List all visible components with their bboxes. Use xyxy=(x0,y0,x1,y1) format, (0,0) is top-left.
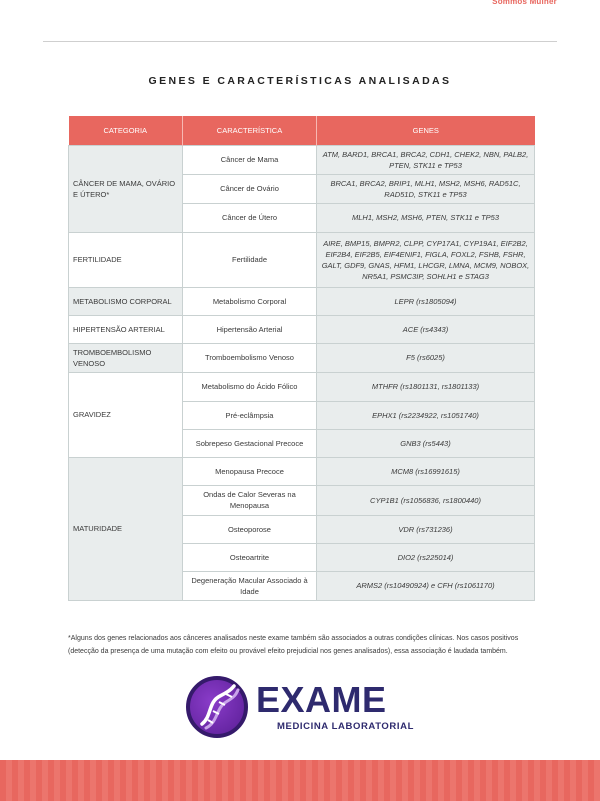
table-row xyxy=(69,287,535,315)
genes-cell: CYP1B1 (rs1056836, rs1800440) xyxy=(317,485,535,515)
footnote: *Alguns dos genes relacionados aos cânceres analisados neste exame também são associados a outras condições clínicas. Nos casos positivos (detecção da presença de uma mutação com efeito ou provável efeito prejudicial nos genes analisados), essa associação é laudada também. xyxy=(68,635,519,655)
column-header-genes: GENES xyxy=(317,116,535,145)
characteristic-cell: Osteoporose xyxy=(183,515,317,543)
table-row xyxy=(69,315,535,343)
logo-wordmark: EXAME xyxy=(256,679,387,720)
characteristic-cell: Ondas de Calor Severas na Menopausa xyxy=(183,485,317,515)
column-header-category: CATEGORIA xyxy=(69,116,183,145)
characteristic-cell: Sobrepeso Gestacional Precoce xyxy=(183,429,317,457)
table-row xyxy=(69,145,535,174)
characteristic-cell: Menopausa Precoce xyxy=(183,457,317,485)
characteristic-cell: Tromboembolismo Venoso xyxy=(183,343,317,372)
footer-band xyxy=(0,760,600,801)
genes-cell: BRCA1, BRCA2, BRIP1, MLH1, MSH2, MSH6, RAD51C, RAD51D, STK11 e TP53 xyxy=(317,174,535,203)
genes-cell: GNB3 (rs5443) xyxy=(317,429,535,457)
characteristic-cell: Degeneração Macular Associado à Idade xyxy=(183,571,317,600)
genes-table xyxy=(68,116,535,601)
characteristic-cell: Metabolismo Corporal xyxy=(183,287,317,315)
genes-cell: VDR (rs731236) xyxy=(317,515,535,543)
characteristic-cell: Câncer de Mama xyxy=(183,145,317,174)
characteristic-cell: Hipertensão Arterial xyxy=(183,315,317,343)
genes-cell: MLH1, MSH2, MSH6, PTEN, STK11 e TP53 xyxy=(317,203,535,232)
genes-cell: MTHFR (rs1801131, rs1801133) xyxy=(317,372,535,401)
exame-logo xyxy=(186,676,416,738)
characteristic-cell: Fertilidade xyxy=(183,232,317,287)
characteristic-cell: Osteoartrite xyxy=(183,543,317,571)
category-cell: TROMBOEMBOLISMO VENOSO xyxy=(69,343,183,372)
category-cell: FERTILIDADE xyxy=(69,232,183,287)
logo-subtitle: MEDICINA LABORATORIAL xyxy=(277,721,414,732)
column-header-characteristic: CARACTERÍSTICA xyxy=(183,116,317,145)
table-header-row xyxy=(69,116,535,145)
characteristic-cell: Metabolismo do Ácido Fólico xyxy=(183,372,317,401)
brand-tag: Sommos Mulher xyxy=(492,0,557,6)
table-row xyxy=(69,457,535,485)
genes-cell: MCM8 (rs16991615) xyxy=(317,457,535,485)
genes-cell: DIO2 (rs225014) xyxy=(317,543,535,571)
characteristic-cell: Pré-eclâmpsia xyxy=(183,401,317,429)
header-divider xyxy=(43,41,557,42)
genes-cell: F5 (rs6025) xyxy=(317,343,535,372)
genes-cell: ATM, BARD1, BRCA1, BRCA2, CDH1, CHEK2, NBN, PALB2, PTEN, STK11 e TP53 xyxy=(317,145,535,174)
table-row xyxy=(69,343,535,372)
category-cell: GRAVIDEZ xyxy=(69,372,183,457)
genes-cell: AIRE, BMP15, BMPR2, CLPP, CYP17A1, CYP19A1, EIF2B2, EIF2B4, EIF2B5, EIF4ENIF1, FIGLA, FOXL2, FSHB, FSHR, GALT, GDF9, GNAS, HFM1, LHCGR, LMNA, MCM9, NOBOX, NR5A1, PSMC3IP, SOHLH1 e STAG3 xyxy=(317,232,535,287)
category-cell: METABOLISMO CORPORAL xyxy=(69,287,183,315)
category-cell: MATURIDADE xyxy=(69,457,183,600)
genes-cell: LEPR (rs1805094) xyxy=(317,287,535,315)
genes-cell: EPHX1 (rs2234922, rs1051740) xyxy=(317,401,535,429)
characteristic-cell: Câncer de Ovário xyxy=(183,174,317,203)
page-title: GENES E CARACTERÍSTICAS ANALISADAS xyxy=(148,75,452,87)
characteristic-cell: Câncer de Útero xyxy=(183,203,317,232)
genes-cell: ARMS2 (rs10490924) e CFH (rs1061170) xyxy=(317,571,535,600)
genes-cell: ACE (rs4343) xyxy=(317,315,535,343)
dna-helix-icon xyxy=(186,676,248,738)
table-row xyxy=(69,232,535,287)
table-row xyxy=(69,372,535,401)
category-cell: CÂNCER DE MAMA, OVÁRIO E ÚTERO* xyxy=(69,145,183,232)
category-cell: HIPERTENSÃO ARTERIAL xyxy=(69,315,183,343)
